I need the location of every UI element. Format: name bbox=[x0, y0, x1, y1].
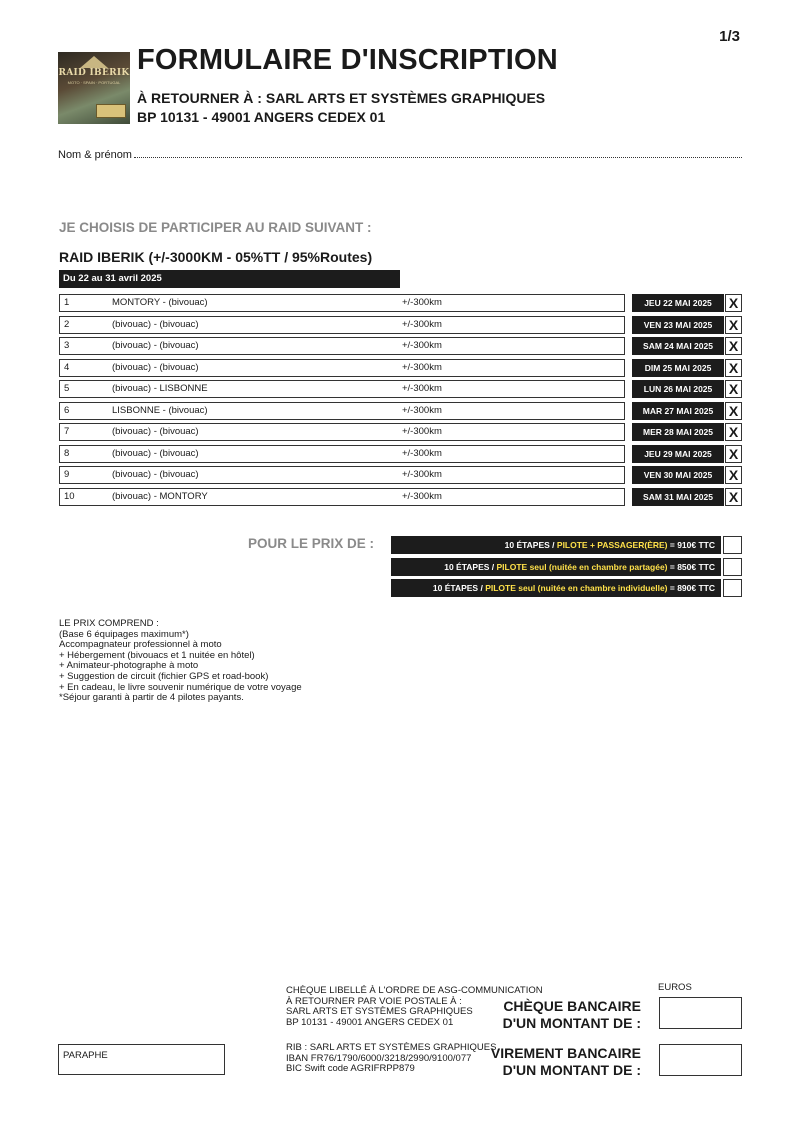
price-bar bbox=[391, 579, 721, 597]
stage-route: MONTORY - (bivouac) bbox=[112, 297, 208, 308]
stage-row bbox=[59, 423, 742, 441]
stage-row bbox=[59, 488, 742, 506]
mountain-icon bbox=[80, 56, 108, 68]
price-suffix: = 850€ TTC bbox=[667, 561, 715, 572]
stage-distance: +/-300km bbox=[402, 490, 442, 502]
price-bar bbox=[391, 536, 721, 554]
stage-checkbox[interactable]: X bbox=[725, 359, 742, 377]
price-option bbox=[391, 579, 742, 597]
stage-number: 10 bbox=[64, 490, 75, 502]
name-label: Nom & prénom bbox=[58, 149, 132, 161]
price-prefix: 10 ÉTAPES / bbox=[504, 540, 557, 550]
stage-number: 9 bbox=[64, 469, 70, 480]
stage-row bbox=[59, 380, 742, 398]
cheque-title-line: D'UN MONTANT DE : bbox=[502, 1014, 641, 1031]
price-suffix: = 910€ TTC bbox=[667, 540, 715, 550]
stage-date: MER 28 MAI 2025 bbox=[632, 423, 724, 441]
stage-checkbox[interactable]: X bbox=[725, 337, 742, 355]
stage-checkbox[interactable]: X bbox=[725, 445, 742, 463]
includes-line: (Base 6 équipages maximum*) bbox=[59, 628, 189, 640]
return-to-line: À RETOURNER À : SARL ARTS ET SYSTÈMES GRAPHIQUES bbox=[137, 90, 546, 106]
stage-row bbox=[59, 466, 742, 484]
virement-title-line: D'UN MONTANT DE : bbox=[502, 1061, 641, 1078]
stage-distance: +/-300km bbox=[402, 426, 442, 437]
includes-line: LE PRIX COMPREND : bbox=[59, 618, 159, 629]
cheque-amount-field[interactable] bbox=[659, 997, 742, 1029]
return-address: BP 10131 - 49001 ANGERS CEDEX 01 bbox=[137, 109, 386, 125]
page-number: 1/3 bbox=[719, 28, 740, 45]
stage-route: (bivouac) - (bivouac) bbox=[112, 469, 199, 480]
stage-distance: +/-300km bbox=[402, 447, 442, 459]
stage-route: (bivouac) - (bivouac) bbox=[112, 447, 199, 459]
rib-info-line: RIB : SARL ARTS ET SYSTÈMES GRAPHIQUES bbox=[286, 1042, 497, 1053]
stage-box bbox=[59, 402, 625, 420]
price-checkbox[interactable] bbox=[723, 558, 742, 576]
logo-subtitle: MOTO · SPAIN · PORTUGAL bbox=[67, 80, 121, 85]
logo-text: RAID IBERIK bbox=[58, 68, 130, 78]
stage-date: JEU 22 MAI 2025 bbox=[632, 294, 724, 312]
raid-logo bbox=[58, 52, 130, 124]
stage-distance: +/-300km bbox=[402, 318, 442, 330]
price-option bbox=[391, 558, 742, 576]
includes-line: + Suggestion de circuit (fichier GPS et road-book) bbox=[59, 670, 269, 682]
stage-number: 5 bbox=[64, 383, 70, 394]
euros-label: EUROS bbox=[658, 982, 692, 993]
stage-box bbox=[59, 316, 625, 334]
cheque-title bbox=[503, 998, 641, 1031]
price-suffix: = 890€ TTC bbox=[667, 583, 715, 593]
stage-distance: +/-300km bbox=[402, 469, 442, 480]
stage-box bbox=[59, 423, 625, 441]
stage-number: 3 bbox=[64, 340, 70, 351]
stage-date: MAR 27 MAI 2025 bbox=[632, 402, 724, 420]
price-highlight: PILOTE seul (nuitée en chambre partagée) bbox=[496, 561, 668, 572]
name-dotted-line[interactable] bbox=[134, 157, 742, 158]
stage-row bbox=[59, 445, 742, 463]
stage-date: SAM 24 MAI 2025 bbox=[632, 337, 724, 355]
raid-title: RAID IBERIK (+/-3000KM - 05%TT / 95%Routes) bbox=[59, 249, 373, 265]
stage-distance: +/-300km bbox=[402, 340, 442, 351]
paraphe-field[interactable] bbox=[58, 1044, 225, 1075]
stage-date: JEU 29 MAI 2025 bbox=[632, 445, 724, 463]
form-title: FORMULAIRE D'INSCRIPTION bbox=[137, 44, 558, 76]
stage-checkbox[interactable]: X bbox=[725, 294, 742, 312]
rib-info-line: IBAN FR76/1790/6000/3218/2990/9100/077 bbox=[286, 1052, 472, 1064]
raid-dates-banner: Du 22 au 31 avril 2025 bbox=[59, 270, 400, 288]
logo-badge-icon bbox=[96, 104, 126, 118]
price-includes bbox=[59, 619, 302, 704]
stage-distance: +/-300km bbox=[402, 361, 442, 373]
cheque-info-line: SARL ARTS ET SYSTÈMES GRAPHIQUES bbox=[286, 1006, 473, 1018]
stage-box bbox=[59, 294, 625, 312]
stage-box bbox=[59, 359, 625, 377]
virement-title bbox=[491, 1045, 641, 1078]
includes-line: + Hébergement (bivouacs et 1 nuitée en hôtel) bbox=[59, 649, 255, 661]
stage-route: (bivouac) - (bivouac) bbox=[112, 361, 199, 373]
price-checkbox[interactable] bbox=[723, 579, 742, 597]
stage-route: (bivouac) - LISBONNE bbox=[112, 383, 208, 394]
cheque-info-line: CHÈQUE LIBELLÉ À L'ORDRE DE ASG-COMMUNICATION bbox=[286, 985, 543, 996]
stage-row bbox=[59, 294, 742, 312]
stage-date: LUN 26 MAI 2025 bbox=[632, 380, 724, 398]
price-heading: POUR LE PRIX DE : bbox=[248, 536, 375, 551]
rib-info-line: BIC Swift code AGRIFRPP879 bbox=[286, 1063, 415, 1075]
stage-distance: +/-300km bbox=[402, 297, 442, 308]
stage-checkbox[interactable]: X bbox=[725, 488, 742, 506]
stage-row bbox=[59, 337, 742, 355]
stage-checkbox[interactable]: X bbox=[725, 466, 742, 484]
price-highlight: PILOTE seul (nuitée en chambre individuelle) bbox=[485, 583, 668, 593]
stage-date: VEN 23 MAI 2025 bbox=[632, 316, 724, 334]
stage-distance: +/-300km bbox=[402, 404, 442, 416]
stage-row bbox=[59, 359, 742, 377]
stage-number: 8 bbox=[64, 447, 70, 459]
stage-number: 2 bbox=[64, 318, 70, 330]
stage-route: (bivouac) - MONTORY bbox=[112, 490, 208, 502]
stage-number: 1 bbox=[64, 297, 70, 308]
price-highlight: PILOTE + PASSAGER(ÈRE) bbox=[556, 540, 668, 550]
stage-box bbox=[59, 466, 625, 484]
stage-box bbox=[59, 380, 625, 398]
stage-number: 7 bbox=[64, 426, 70, 437]
stage-route: (bivouac) - (bivouac) bbox=[112, 340, 199, 351]
includes-line: *Séjour garanti à partir de 4 pilotes payants. bbox=[59, 692, 244, 704]
includes-line: Accompagnateur professionnel à moto bbox=[59, 639, 222, 651]
cheque-info-line: À RETOURNER PAR VOIE POSTALE À : bbox=[286, 995, 462, 1007]
name-field[interactable] bbox=[58, 145, 742, 161]
stage-box bbox=[59, 445, 625, 463]
price-checkbox[interactable] bbox=[723, 536, 742, 554]
stage-route: LISBONNE - (bivouac) bbox=[112, 404, 208, 416]
cheque-info-line: BP 10131 - 49001 ANGERS CEDEX 01 bbox=[286, 1016, 454, 1028]
stage-route: (bivouac) - (bivouac) bbox=[112, 426, 199, 437]
includes-line: + En cadeau, le livre souvenir numérique de votre voyage bbox=[59, 681, 302, 693]
price-option bbox=[391, 536, 742, 554]
stage-number: 6 bbox=[64, 404, 70, 416]
includes-line: + Animateur-photographe à moto bbox=[59, 660, 199, 672]
virement-amount-field[interactable] bbox=[659, 1044, 742, 1076]
stage-box bbox=[59, 337, 625, 355]
paraphe-label: PARAPHE bbox=[63, 1050, 108, 1061]
stage-distance: +/-300km bbox=[402, 383, 442, 394]
stage-checkbox[interactable]: X bbox=[725, 316, 742, 334]
virement-title-line: VIREMENT BANCAIRE bbox=[490, 1045, 641, 1061]
stage-row bbox=[59, 402, 742, 420]
stage-date: SAM 31 MAI 2025 bbox=[632, 488, 724, 506]
stage-row bbox=[59, 316, 742, 334]
stage-box bbox=[59, 488, 625, 506]
price-prefix: 10 ÉTAPES / bbox=[444, 561, 497, 572]
stage-route: (bivouac) - (bivouac) bbox=[112, 318, 199, 330]
stage-checkbox[interactable]: X bbox=[725, 423, 742, 441]
stage-checkbox[interactable]: X bbox=[725, 380, 742, 398]
stage-date: DIM 25 MAI 2025 bbox=[632, 359, 724, 377]
stage-date: VEN 30 MAI 2025 bbox=[632, 466, 724, 484]
stage-checkbox[interactable]: X bbox=[725, 402, 742, 420]
price-prefix: 10 ÉTAPES / bbox=[432, 583, 486, 593]
cheque-title-line: CHÈQUE BANCAIRE bbox=[503, 998, 641, 1014]
rib-info bbox=[286, 1043, 496, 1075]
price-bar bbox=[391, 558, 721, 576]
stage-number: 4 bbox=[64, 361, 70, 373]
choose-heading: JE CHOISIS DE PARTICIPER AU RAID SUIVANT : bbox=[59, 220, 372, 235]
